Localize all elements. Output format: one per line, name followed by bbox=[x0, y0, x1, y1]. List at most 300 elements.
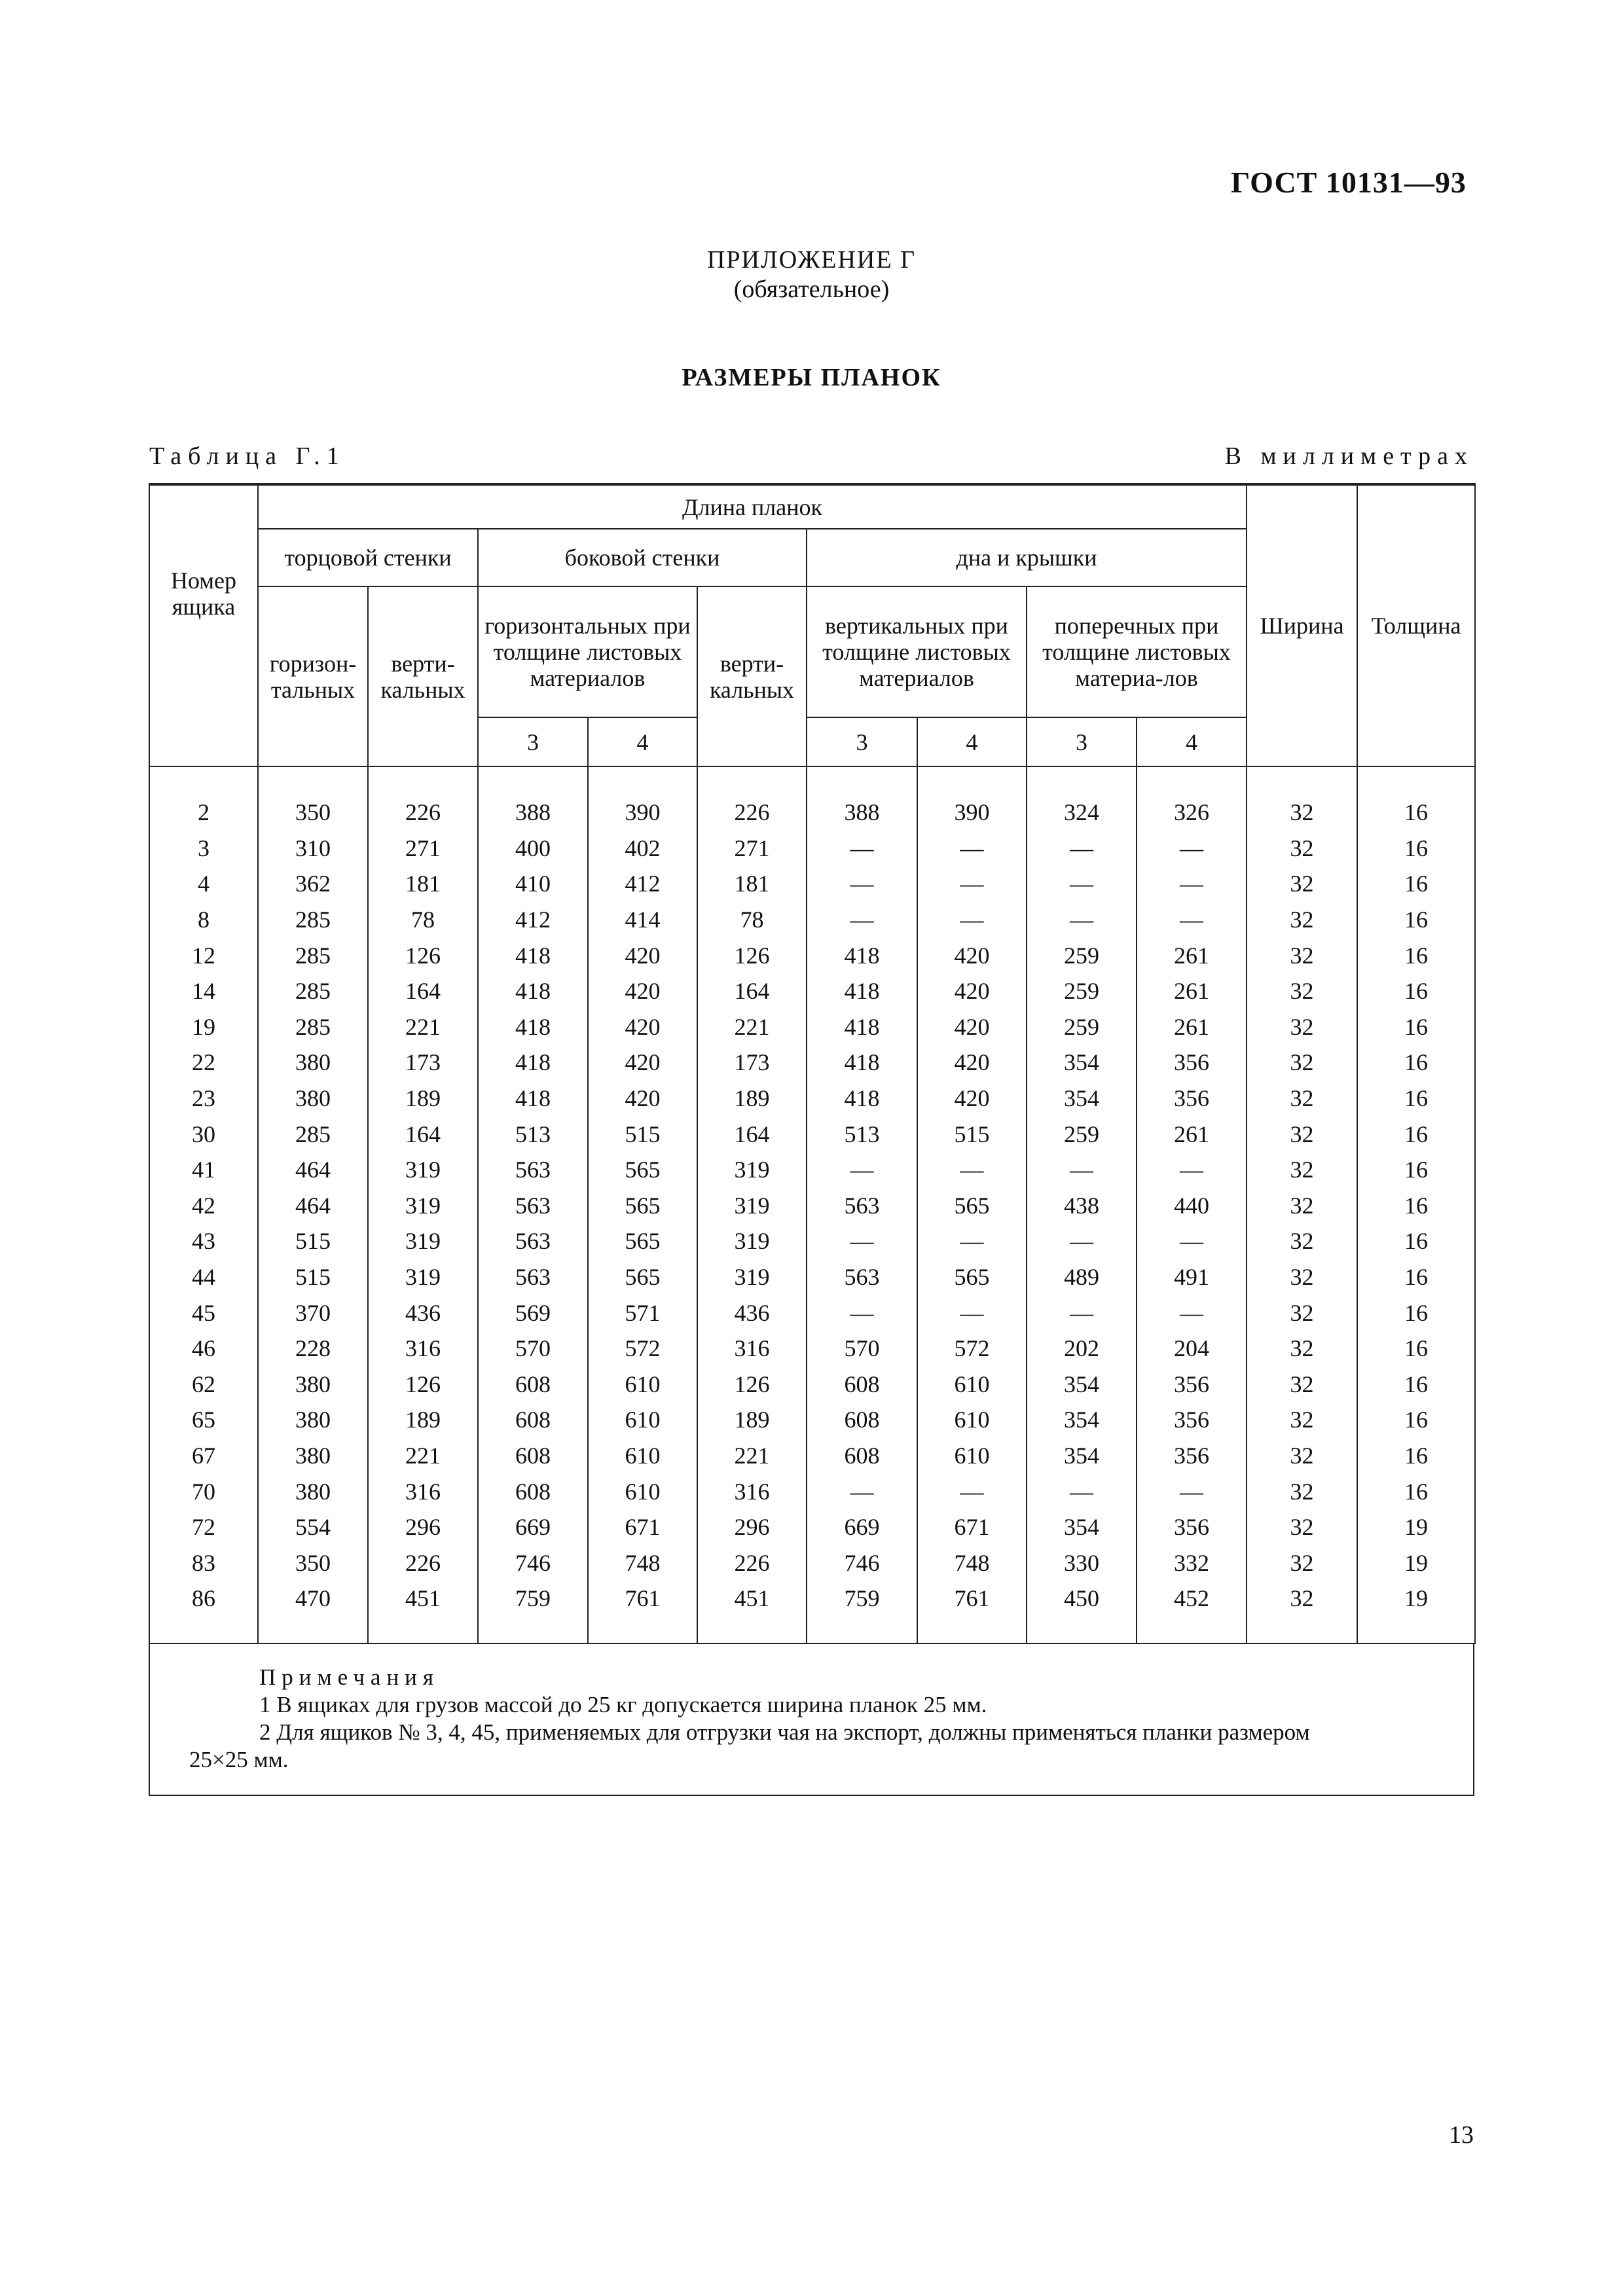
table-cell: — bbox=[1027, 831, 1137, 867]
table-cell: 16 bbox=[1357, 1367, 1475, 1403]
table-cell: 350 bbox=[258, 1545, 368, 1581]
table-cell: 16 bbox=[1357, 937, 1475, 973]
table-cell: — bbox=[1137, 1223, 1247, 1259]
table-cell: 30 bbox=[149, 1116, 258, 1152]
table-cell: 16 bbox=[1357, 1223, 1475, 1259]
table-cell: 32 bbox=[1247, 1188, 1357, 1224]
table-cell: 515 bbox=[258, 1259, 368, 1295]
table-row bbox=[149, 1116, 1475, 1152]
notes-title: Примечания bbox=[259, 1664, 440, 1690]
group-side-wall: боковой стенки bbox=[478, 529, 807, 586]
table-cell: — bbox=[807, 902, 917, 938]
spacer-cell bbox=[149, 1617, 258, 1643]
table-cell: 370 bbox=[258, 1295, 368, 1331]
table-cell: 420 bbox=[588, 973, 697, 1009]
table-cell: 418 bbox=[478, 973, 588, 1009]
table-cell: 32 bbox=[1247, 1152, 1357, 1188]
table-cell: 296 bbox=[697, 1509, 807, 1545]
table-cell: 126 bbox=[697, 1367, 807, 1403]
table-cell: 271 bbox=[697, 831, 807, 867]
table-cell: 319 bbox=[697, 1188, 807, 1224]
annex-title: ПРИЛОЖЕНИЕ Г bbox=[706, 246, 917, 274]
table-cell: 610 bbox=[588, 1438, 697, 1474]
spacer-cell bbox=[588, 766, 697, 795]
table-cell: 32 bbox=[1247, 937, 1357, 973]
table-cell: 32 bbox=[1247, 1009, 1357, 1045]
group-bottom-lid: дна и крышки bbox=[807, 529, 1247, 586]
table-cell: 610 bbox=[917, 1367, 1027, 1403]
note-2-continued: 25×25 мм. bbox=[189, 1746, 289, 1772]
spacer-cell bbox=[1247, 1617, 1357, 1643]
table-cell: 418 bbox=[807, 1009, 917, 1045]
table-cell: 181 bbox=[697, 866, 807, 902]
table-cell: 608 bbox=[807, 1367, 917, 1403]
table-row bbox=[149, 902, 1475, 938]
note-1: 1 В ящиках для грузов массой до 25 кг допускается ширина планок 25 мм. bbox=[259, 1691, 987, 1717]
table-cell: 228 bbox=[258, 1331, 368, 1367]
table-cell: 418 bbox=[478, 937, 588, 973]
table-cell: 418 bbox=[807, 1045, 917, 1081]
table-cell: 572 bbox=[588, 1331, 697, 1367]
table-cell: 330 bbox=[1027, 1545, 1137, 1581]
table-cell: 748 bbox=[917, 1545, 1027, 1581]
table-cell: 388 bbox=[807, 795, 917, 831]
table-cell: 356 bbox=[1137, 1402, 1247, 1438]
table-row bbox=[149, 1367, 1475, 1403]
table-cell: — bbox=[917, 1473, 1027, 1509]
table-cell: — bbox=[807, 1473, 917, 1509]
spacer-cell bbox=[1247, 766, 1357, 795]
table-cell: 515 bbox=[258, 1223, 368, 1259]
table-cell: 296 bbox=[368, 1509, 478, 1545]
table-cell: 356 bbox=[1137, 1045, 1247, 1081]
sub-end-vertical: верти-кальных bbox=[368, 586, 478, 766]
table-cell: 226 bbox=[368, 1545, 478, 1581]
table-cell: 72 bbox=[149, 1509, 258, 1545]
table-cell: 565 bbox=[917, 1259, 1027, 1295]
table-cell: 43 bbox=[149, 1223, 258, 1259]
table-cell: 410 bbox=[478, 866, 588, 902]
col-thickness: Толщина bbox=[1357, 484, 1475, 766]
table-cell: 173 bbox=[368, 1045, 478, 1081]
table-cell: 164 bbox=[697, 1116, 807, 1152]
table-cell: 12 bbox=[149, 937, 258, 973]
table-cell: 221 bbox=[368, 1438, 478, 1474]
table-cell: 761 bbox=[917, 1581, 1027, 1617]
table-cell: 32 bbox=[1247, 973, 1357, 1009]
table-cell: 226 bbox=[697, 1545, 807, 1581]
table-cell: 16 bbox=[1357, 902, 1475, 938]
table-cell: 464 bbox=[258, 1152, 368, 1188]
table-cell: 380 bbox=[258, 1473, 368, 1509]
table-cell: — bbox=[807, 1295, 917, 1331]
table-cell: 16 bbox=[1357, 1152, 1475, 1188]
sub-end-horizontal: горизон-тальных bbox=[258, 586, 368, 766]
table-cell: 189 bbox=[697, 1081, 807, 1117]
table-cell: 19 bbox=[1357, 1509, 1475, 1545]
table-cell: 572 bbox=[917, 1331, 1027, 1367]
table-cell: 354 bbox=[1027, 1402, 1137, 1438]
spacer-cell bbox=[1137, 766, 1247, 795]
table-cell: 420 bbox=[588, 1009, 697, 1045]
annex-status: (обязательное) bbox=[733, 276, 890, 303]
table-cell: 32 bbox=[1247, 1116, 1357, 1152]
table-cell: 354 bbox=[1027, 1081, 1137, 1117]
table-cell: 70 bbox=[149, 1473, 258, 1509]
table-cell: 350 bbox=[258, 795, 368, 831]
table-cell: 19 bbox=[1357, 1581, 1475, 1617]
table-cell: — bbox=[1027, 1473, 1137, 1509]
table-cell: 610 bbox=[917, 1438, 1027, 1474]
col-width: Ширина bbox=[1247, 484, 1357, 766]
table-cell: 746 bbox=[807, 1545, 917, 1581]
table-cell: 16 bbox=[1357, 795, 1475, 831]
table-cell: 402 bbox=[588, 831, 697, 867]
table-cell: — bbox=[807, 831, 917, 867]
table-cell: 32 bbox=[1247, 1402, 1357, 1438]
table-cell: 189 bbox=[368, 1402, 478, 1438]
thickness-3: 3 bbox=[807, 717, 917, 766]
table-row bbox=[149, 1295, 1475, 1331]
spacer-cell bbox=[149, 766, 258, 795]
table-cell: 412 bbox=[588, 866, 697, 902]
table-cell: 16 bbox=[1357, 1438, 1475, 1474]
table-cell: 32 bbox=[1247, 1438, 1357, 1474]
table-cell: 285 bbox=[258, 1009, 368, 1045]
spacer-row bbox=[149, 766, 1475, 795]
table-cell: 515 bbox=[917, 1116, 1027, 1152]
table-cell: 451 bbox=[697, 1581, 807, 1617]
spacer-cell bbox=[368, 1617, 478, 1643]
table-cell: 565 bbox=[588, 1152, 697, 1188]
table-cell: 608 bbox=[478, 1438, 588, 1474]
table-cell: 2 bbox=[149, 795, 258, 831]
table-cell: 285 bbox=[258, 937, 368, 973]
table-cell: 126 bbox=[368, 1367, 478, 1403]
spacer-cell bbox=[1357, 766, 1475, 795]
thickness-3: 3 bbox=[1027, 717, 1137, 766]
table-cell: 418 bbox=[807, 937, 917, 973]
table-row bbox=[149, 1045, 1475, 1081]
table-cell: 420 bbox=[917, 937, 1027, 973]
table-cell: 78 bbox=[368, 902, 478, 938]
table-cell: 671 bbox=[917, 1509, 1027, 1545]
table-cell: 565 bbox=[588, 1188, 697, 1224]
table-cell: — bbox=[807, 1223, 917, 1259]
table-cell: 16 bbox=[1357, 1188, 1475, 1224]
table-cell: 32 bbox=[1247, 1295, 1357, 1331]
table-cell: 420 bbox=[917, 973, 1027, 1009]
table-cell: 414 bbox=[588, 902, 697, 938]
table-cell: 563 bbox=[807, 1259, 917, 1295]
table-cell: — bbox=[807, 1152, 917, 1188]
table-cell: 204 bbox=[1137, 1331, 1247, 1367]
table-cell: 4 bbox=[149, 866, 258, 902]
table-row bbox=[149, 937, 1475, 973]
table-cell: 285 bbox=[258, 1116, 368, 1152]
table-cell: 32 bbox=[1247, 1581, 1357, 1617]
table-cell: — bbox=[1137, 831, 1247, 867]
table-cell: 440 bbox=[1137, 1188, 1247, 1224]
table-cell: 354 bbox=[1027, 1438, 1137, 1474]
table-cell: — bbox=[1027, 1295, 1137, 1331]
table-cell: 164 bbox=[368, 1116, 478, 1152]
table-cell: 14 bbox=[149, 973, 258, 1009]
table-row bbox=[149, 1402, 1475, 1438]
table-cell: 420 bbox=[588, 1045, 697, 1081]
table-caption: Таблица Г.1 bbox=[149, 442, 346, 470]
table-cell: 610 bbox=[588, 1473, 697, 1509]
table-cell: 41 bbox=[149, 1152, 258, 1188]
spacer-cell bbox=[697, 1617, 807, 1643]
spacer-cell bbox=[478, 766, 588, 795]
table-cell: 126 bbox=[697, 937, 807, 973]
table-cell: 436 bbox=[697, 1295, 807, 1331]
table-cell: 570 bbox=[807, 1331, 917, 1367]
table-cell: 189 bbox=[368, 1081, 478, 1117]
thickness-4: 4 bbox=[1137, 717, 1247, 766]
spacer-cell bbox=[807, 766, 917, 795]
table-cell: 319 bbox=[368, 1188, 478, 1224]
table-cell: 16 bbox=[1357, 973, 1475, 1009]
table-cell: 16 bbox=[1357, 831, 1475, 867]
table-cell: 489 bbox=[1027, 1259, 1137, 1295]
spacer-cell bbox=[1357, 1617, 1475, 1643]
table-cell: 608 bbox=[478, 1367, 588, 1403]
table-cell: 669 bbox=[807, 1509, 917, 1545]
spacer-cell bbox=[1027, 766, 1137, 795]
table-cell: 436 bbox=[368, 1295, 478, 1331]
table-cell: 226 bbox=[697, 795, 807, 831]
table-cell: 16 bbox=[1357, 866, 1475, 902]
table-cell: 390 bbox=[917, 795, 1027, 831]
table-cell: 173 bbox=[697, 1045, 807, 1081]
table-cell: 332 bbox=[1137, 1545, 1247, 1581]
table-cell: 32 bbox=[1247, 1545, 1357, 1581]
table-cell: 16 bbox=[1357, 1331, 1475, 1367]
table-cell: 32 bbox=[1247, 1259, 1357, 1295]
table-cell: 326 bbox=[1137, 795, 1247, 831]
spacer-cell bbox=[478, 1617, 588, 1643]
table-cell: 438 bbox=[1027, 1188, 1137, 1224]
table-cell: 16 bbox=[1357, 1295, 1475, 1331]
table-cell: 221 bbox=[368, 1009, 478, 1045]
page-number: 13 bbox=[1449, 2121, 1474, 2149]
table-cell: — bbox=[1137, 1152, 1247, 1188]
table-row bbox=[149, 973, 1475, 1009]
table-cell: 746 bbox=[478, 1545, 588, 1581]
standard-number: ГОСТ 10131—93 bbox=[1231, 166, 1467, 199]
col-slat-length: Длина планок bbox=[258, 484, 1247, 529]
table-cell: 259 bbox=[1027, 937, 1137, 973]
table-cell: 565 bbox=[917, 1188, 1027, 1224]
table-row bbox=[149, 1188, 1475, 1224]
table-cell: 669 bbox=[478, 1509, 588, 1545]
table-cell: 418 bbox=[478, 1045, 588, 1081]
table-cell: 420 bbox=[917, 1045, 1027, 1081]
table-cell: 32 bbox=[1247, 1045, 1357, 1081]
table-cell: 380 bbox=[258, 1367, 368, 1403]
table-cell: — bbox=[1027, 1152, 1137, 1188]
table-cell: 44 bbox=[149, 1259, 258, 1295]
table-cell: 202 bbox=[1027, 1331, 1137, 1367]
thickness-3: 3 bbox=[478, 717, 588, 766]
table-cell: 78 bbox=[697, 902, 807, 938]
table-cell: 32 bbox=[1247, 1367, 1357, 1403]
table-cell: 259 bbox=[1027, 1116, 1137, 1152]
table-cell: 420 bbox=[588, 937, 697, 973]
table-cell: 554 bbox=[258, 1509, 368, 1545]
table-cell: 608 bbox=[807, 1438, 917, 1474]
table-row bbox=[149, 795, 1475, 831]
table-cell: 464 bbox=[258, 1188, 368, 1224]
table-cell: 380 bbox=[258, 1438, 368, 1474]
table-cell: 8 bbox=[149, 902, 258, 938]
table-cell: 316 bbox=[368, 1331, 478, 1367]
table-cell: 221 bbox=[697, 1009, 807, 1045]
table-cell: 418 bbox=[478, 1081, 588, 1117]
spacer-cell bbox=[917, 1617, 1027, 1643]
table-cell: 354 bbox=[1027, 1045, 1137, 1081]
table-cell: 261 bbox=[1137, 1009, 1247, 1045]
table-cell: 610 bbox=[917, 1402, 1027, 1438]
table-cell: 563 bbox=[478, 1188, 588, 1224]
table-cell: 515 bbox=[588, 1116, 697, 1152]
table-body bbox=[149, 766, 1475, 1643]
table-cell: 86 bbox=[149, 1581, 258, 1617]
table-cell: 3 bbox=[149, 831, 258, 867]
table-row bbox=[149, 831, 1475, 867]
table-cell: 126 bbox=[368, 937, 478, 973]
table-row bbox=[149, 1009, 1475, 1045]
table-cell: 418 bbox=[807, 973, 917, 1009]
spacer-cell bbox=[697, 766, 807, 795]
table-cell: 164 bbox=[697, 973, 807, 1009]
table-cell: 285 bbox=[258, 902, 368, 938]
table-cell: 418 bbox=[807, 1081, 917, 1117]
table-cell: 324 bbox=[1027, 795, 1137, 831]
table-row bbox=[149, 866, 1475, 902]
table-cell: 319 bbox=[697, 1259, 807, 1295]
spacer-row bbox=[149, 1617, 1475, 1643]
table-cell: 16 bbox=[1357, 1473, 1475, 1509]
table-cell: 32 bbox=[1247, 795, 1357, 831]
table-cell: 19 bbox=[149, 1009, 258, 1045]
table-cell: — bbox=[807, 866, 917, 902]
table-cell: 563 bbox=[478, 1152, 588, 1188]
sub-side-horizontal: горизонтальных при толщине листовых материалов bbox=[478, 586, 697, 717]
table-cell: 565 bbox=[588, 1259, 697, 1295]
table-cell: 610 bbox=[588, 1367, 697, 1403]
table-cell: 32 bbox=[1247, 902, 1357, 938]
table-cell: 569 bbox=[478, 1295, 588, 1331]
table-row bbox=[149, 1259, 1475, 1295]
table-cell: 748 bbox=[588, 1545, 697, 1581]
spacer-cell bbox=[1137, 1617, 1247, 1643]
table-cell: 571 bbox=[588, 1295, 697, 1331]
col-box-number: Номер ящика bbox=[149, 484, 258, 766]
spacer-cell bbox=[917, 766, 1027, 795]
section-heading: РАЗМЕРЫ ПЛАНОК bbox=[682, 364, 941, 391]
units-label: В миллиметрах bbox=[1224, 442, 1474, 470]
table-notes bbox=[149, 1644, 1474, 1796]
table-cell: 32 bbox=[1247, 1081, 1357, 1117]
table-cell: 16 bbox=[1357, 1259, 1475, 1295]
table-cell: 32 bbox=[1247, 1473, 1357, 1509]
table-cell: 759 bbox=[807, 1581, 917, 1617]
table-cell: 563 bbox=[478, 1223, 588, 1259]
table-cell: 65 bbox=[149, 1402, 258, 1438]
table-cell: 32 bbox=[1247, 866, 1357, 902]
sub-bottom-cross: поперечных при толщине листовых материа-лов bbox=[1027, 586, 1247, 717]
table-cell: 354 bbox=[1027, 1367, 1137, 1403]
table-cell: 362 bbox=[258, 866, 368, 902]
table-row bbox=[149, 1223, 1475, 1259]
table-cell: 271 bbox=[368, 831, 478, 867]
table-cell: 16 bbox=[1357, 1009, 1475, 1045]
table-cell: 16 bbox=[1357, 1402, 1475, 1438]
spacer-cell bbox=[1027, 1617, 1137, 1643]
table-cell: 400 bbox=[478, 831, 588, 867]
table-cell: 23 bbox=[149, 1081, 258, 1117]
table-cell: 67 bbox=[149, 1438, 258, 1474]
table-cell: 42 bbox=[149, 1188, 258, 1224]
table-row bbox=[149, 1473, 1475, 1509]
table-cell: — bbox=[1137, 1295, 1247, 1331]
table-cell: 261 bbox=[1137, 937, 1247, 973]
sub-bottom-vertical: вертикальных при толщине листовых материалов bbox=[807, 586, 1027, 717]
table-cell: — bbox=[917, 1223, 1027, 1259]
table-cell: 420 bbox=[917, 1009, 1027, 1045]
table-cell: 261 bbox=[1137, 973, 1247, 1009]
table-cell: — bbox=[917, 902, 1027, 938]
table-cell: 380 bbox=[258, 1081, 368, 1117]
table-cell: 452 bbox=[1137, 1581, 1247, 1617]
table-cell: 310 bbox=[258, 831, 368, 867]
slat-dimensions-table bbox=[149, 483, 1476, 1644]
thickness-4: 4 bbox=[917, 717, 1027, 766]
table-cell: 390 bbox=[588, 795, 697, 831]
table-cell: 470 bbox=[258, 1581, 368, 1617]
table-container bbox=[149, 483, 1474, 1796]
spacer-cell bbox=[368, 766, 478, 795]
table-cell: — bbox=[1137, 1473, 1247, 1509]
table-cell: 316 bbox=[697, 1473, 807, 1509]
table-cell: 610 bbox=[588, 1402, 697, 1438]
table-cell: 356 bbox=[1137, 1367, 1247, 1403]
table-cell: 319 bbox=[697, 1152, 807, 1188]
table-cell: 420 bbox=[917, 1081, 1027, 1117]
table-cell: 513 bbox=[807, 1116, 917, 1152]
thickness-4: 4 bbox=[588, 717, 697, 766]
table-cell: 259 bbox=[1027, 1009, 1137, 1045]
table-cell: 608 bbox=[478, 1473, 588, 1509]
table-cell: 316 bbox=[368, 1473, 478, 1509]
table-cell: — bbox=[917, 866, 1027, 902]
group-end-wall: торцовой стенки bbox=[258, 529, 478, 586]
table-cell: 285 bbox=[258, 973, 368, 1009]
table-cell: 32 bbox=[1247, 1509, 1357, 1545]
spacer-cell bbox=[258, 766, 368, 795]
table-cell: 83 bbox=[149, 1545, 258, 1581]
table-cell: 412 bbox=[478, 902, 588, 938]
table-cell: — bbox=[1137, 902, 1247, 938]
table-cell: 221 bbox=[697, 1438, 807, 1474]
table-cell: 380 bbox=[258, 1402, 368, 1438]
table-cell: — bbox=[1027, 902, 1137, 938]
table-cell: 380 bbox=[258, 1045, 368, 1081]
table-cell: 32 bbox=[1247, 1331, 1357, 1367]
